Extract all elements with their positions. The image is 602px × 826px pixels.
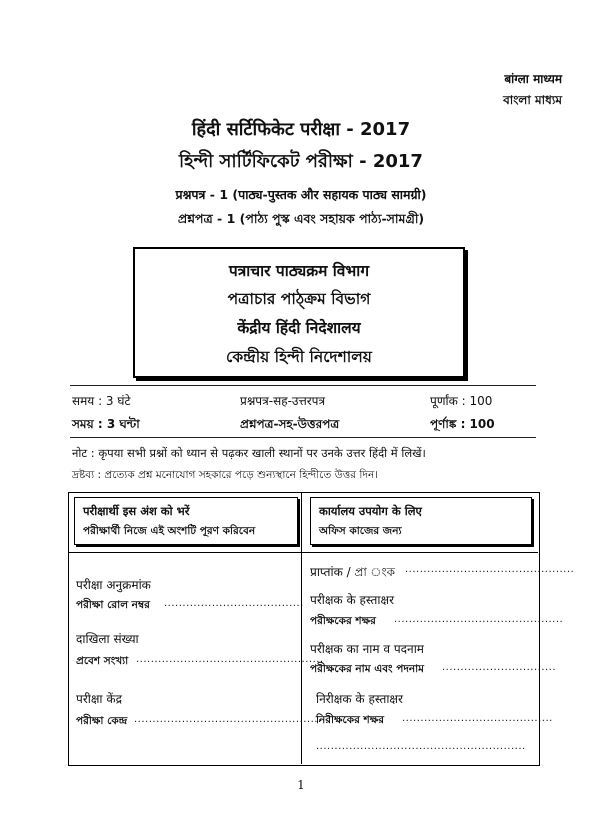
time-hindi: समय : 3 घंटे [72,394,131,408]
office-header-hindi: कार्यालय उपयोग के लिए [319,504,422,518]
examiner-signature-label: परीक्षक के हस्ताक्षर [310,593,394,607]
form-header-divider [68,552,538,553]
paper-title-hindi: प्रश्नपत्र - 1 (पाठ्य-पुस्तक और सहायक पाठ्य सामग्री) [175,187,427,202]
exam-centre-sublabel: পরীক্ষা কেন্দ্র [76,715,128,727]
medium-label-hindi: बांग्ला माध्यम [504,72,562,86]
invigilator-signature-field[interactable]: ......................................... [402,713,553,724]
divider-bottom [70,437,536,438]
examiner-name-sublabel: পরীক্ষকের নাম এবং পদনাম [310,663,424,675]
paper-type-bengali: প্রশ্নপত্র-সহ-উত্তরপত্র [240,417,340,431]
note-bengali: দ্রষ্টব্য : প্রত্যেক প্রশ্ন মনোযোগ সহকারে পড়ে শুন্যস্থানে হিন্দীতে উত্তর দিন। [72,469,378,481]
roll-number-label: परीक्षा अनुक्रमांक [76,578,151,592]
candidate-header-box [74,497,298,545]
examiner-signature-field[interactable]: .............................................. [394,614,564,625]
admission-number-sublabel: প্রবেশ সংখ্যা [76,655,129,667]
directorate-line-hindi: केंद्रीय हिंदी निदेशालय [237,319,361,337]
candidate-header-bengali: পরীক্ষার্থী নিজে এই অংশটি পূরণ করিবেন [83,525,256,537]
admission-number-field[interactable]: ................................................... [136,654,324,665]
marks-obtained-label: प्राप्तांक / প্রা ংক [310,565,396,579]
examiner-name-label: परीक्षक का नाम व पदनाम [310,642,424,656]
invigilator-signature-label: निरीक्षक के हस्ताक्षर [316,692,403,706]
time-bengali: সময় : 3 ঘন্টা [72,417,140,431]
department-box [133,247,465,378]
department-line-hindi: पत्राचार पाठ्यक्रम विभाग [228,262,370,280]
invigilator-signature-sublabel: নিরীক্ষকের শক্ষর [316,714,385,726]
directorate-line-bengali: কেন্দ্রীয় হিন্দী নিদেশালয় [226,348,372,366]
department-line-bengali: পত্রাচার পাঠ্ক্রম বিভাগ [227,290,371,308]
divider-top [70,385,536,386]
roll-number-sublabel: পরীক্ষা রোল নম্বর [76,599,150,611]
marks-hindi: पूर्णांक : 100 [430,394,493,408]
roll-number-field[interactable]: ...................................... [164,598,304,609]
paper-type-hindi: प्रश्नपत्र-सह-उत्तरपत्र [240,394,326,408]
paper-title-bengali: প্রশ্নপত্র - 1 (পাঠ্য পুস্ক এবং সহায়ক পাঠ্য-সামগ্রী) [177,211,425,226]
medium-label-bengali: বাংলা মাধ্যম [503,93,562,107]
exam-centre-field[interactable]: ................................................... [134,714,322,725]
candidate-header-hindi: परीक्षार्थी इस अंश को भरें [83,504,190,518]
marks-bengali: পূর্ণাঙ্ক : 100 [430,417,495,431]
office-header-bengali: অফিস কাজের জন্য [319,525,402,537]
marks-obtained-field[interactable]: .............................................. [405,564,575,575]
exam-title-bengali: হিন্দী সার্টিফিকেট পরীক্ষা - 2017 [179,151,423,172]
exam-title-hindi: हिंदी सर्टिफिकेट परीक्षा - 2017 [191,119,411,140]
page-number: 1 [297,778,305,792]
invigilator-signature-field-line2[interactable]: ......................................................... [316,741,526,752]
examiner-name-field[interactable]: ............................... [442,662,557,673]
admission-number-label: दाखिला संख्या [76,632,139,646]
note-hindi: नोट : कृपया सभी प्रश्नों को ध्यान से पढ़कर खाली स्थानों पर उनके उत्तर हिंदी में लिखें। [72,446,426,460]
exam-centre-label: परीक्षा केंद्र [76,692,122,706]
examiner-signature-sublabel: পরীক্ষকের শক্ষর [310,615,376,627]
office-header-box [310,497,532,545]
